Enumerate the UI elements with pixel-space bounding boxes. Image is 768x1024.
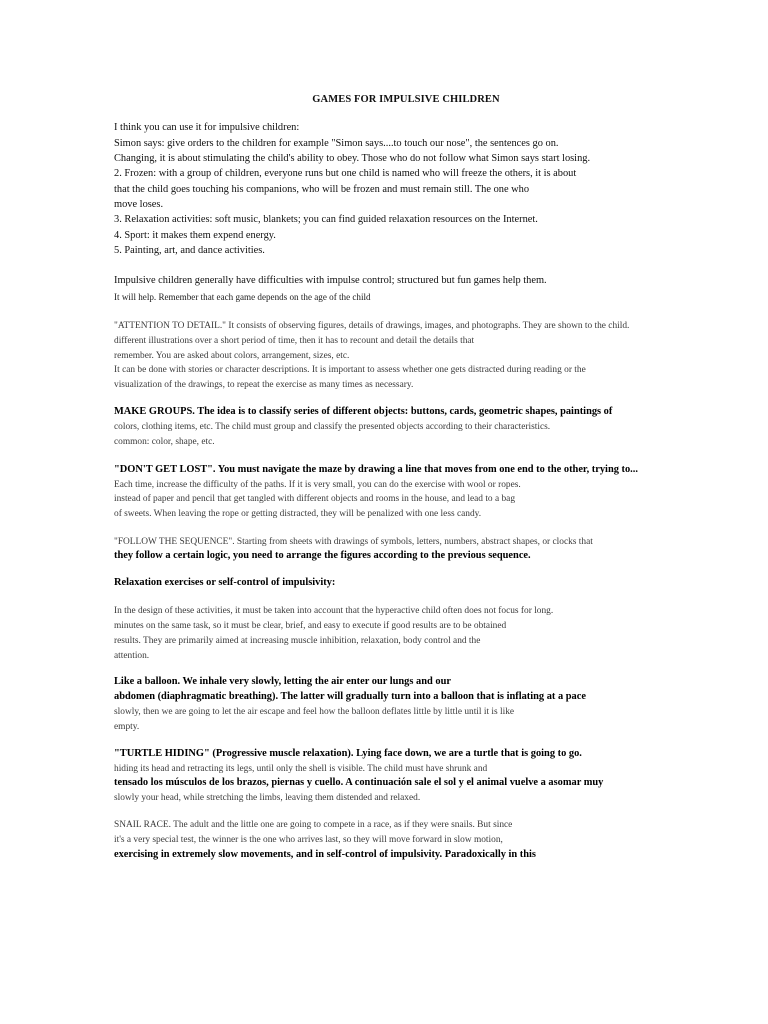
text-line: slowly, then we are going to let the air escape and feel how the balloon deflates little by little until it is like [114, 707, 515, 717]
text-line: It can be done with stories or character descriptions. It is important to assess whether one gets distracted during reading or the [114, 365, 586, 375]
text-line: I think you can use it for impulsive children: [114, 122, 300, 133]
text-line: remember. You are asked about colors, arrangement, sizes, etc. [114, 351, 350, 361]
text-line: attention. [114, 651, 150, 661]
text-line: Relaxation exercises or self-control of impulsivity: [114, 577, 336, 588]
text-line: "ATTENTION TO DETAIL." It consists of observing figures, details of drawings, images, and photographs. They are shown to the child. [114, 321, 630, 331]
text-line: they follow a certain logic, you need to arrange the figures according to the previous sequence. [114, 550, 531, 561]
text-line: It will help. Remember that each game depends on the age of the child [114, 292, 371, 302]
text-line: 3. Relaxation activities: soft music, blankets; you can find guided relaxation resources on the Internet. [114, 214, 538, 225]
text-line: tensado los músculos de los brazos, piernas y cuello. A continuación sale el sol y el animal vuelve a asomar muy [114, 777, 604, 788]
text-line: different illustrations over a short period of time, then it has to recount and detail the details that [114, 336, 475, 346]
text-line: exercising in extremely slow movements, and in self-control of impulsivity. Paradoxically in this [114, 849, 536, 860]
text-line: move loses. [114, 199, 164, 210]
text-line: minutes on the same task, so it must be clear, brief, and easy to execute if good results are to be obtained [114, 621, 507, 631]
text-line: "FOLLOW THE SEQUENCE". Starting from sheets with drawings of symbols, letters, numbers, abstract shapes, or clocks that [114, 537, 593, 547]
document-title: GAMES FOR IMPULSIVE CHILDREN [312, 94, 500, 105]
text-line: Changing, it is about stimulating the child's ability to obey. Those who do not follow what Simon says start losing. [114, 153, 591, 164]
text-line: that the child goes touching his companions, who will be frozen and must remain still. The one who [114, 184, 530, 195]
text-line: Simon says: give orders to the children for example "Simon says....to touch our nose", the sentences go on. [114, 138, 559, 149]
text-line: In the design of these activities, it must be taken into account that the hyperactive child often does not focus for long. [114, 606, 554, 616]
text-line: results. They are primarily aimed at increasing muscle inhibition, relaxation, body control and the [114, 636, 481, 646]
text-line: slowly your head, while stretching the limbs, leaving them distended and relaxed. [114, 793, 421, 803]
text-line: visualization of the drawings, to repeat the exercise as many times as necessary. [114, 380, 414, 390]
text-line: abdomen (diaphragmatic breathing). The latter will gradually turn into a balloon that is inflating at a pace [114, 691, 586, 702]
text-line: 4. Sport: it makes them expend energy. [114, 230, 276, 241]
text-line: Each time, increase the difficulty of the paths. If it is very small, you can do the exercise with wool or ropes. [114, 480, 521, 490]
text-line: it's a very special test, the winner is the one who arrives last, so they will move forward in slow motion, [114, 835, 503, 845]
text-line: instead of paper and pencil that get tangled with different objects and rooms in the house, and lead to a bag [114, 494, 516, 504]
text-line: hiding its head and retracting its legs, until only the shell is visible. The child must have shrunk and [114, 764, 488, 774]
text-line: empty. [114, 722, 140, 732]
text-line: "DON'T GET LOST". You must navigate the maze by drawing a line that moves from one end to the other, trying to... [114, 464, 638, 475]
text-line: Impulsive children generally have difficulties with impulse control; structured but fun games help them. [114, 275, 547, 286]
text-line: 2. Frozen: with a group of children, everyone runs but one child is named who will freeze the others, it is about [114, 168, 577, 179]
text-line: MAKE GROUPS. The idea is to classify series of different objects: buttons, cards, geometric shapes, paintings of [114, 406, 613, 417]
text-line: colors, clothing items, etc. The child must group and classify the presented objects according to their characteristics. [114, 422, 551, 432]
text-line: Like a balloon. We inhale very slowly, letting the air enter our lungs and our [114, 676, 451, 687]
text-line: of sweets. When leaving the rope or getting distracted, they will be penalized with one less candy. [114, 509, 482, 519]
text-line: common: color, shape, etc. [114, 437, 215, 447]
text-line: 5. Painting, art, and dance activities. [114, 245, 265, 256]
text-line: SNAIL RACE. The adult and the little one are going to compete in a race, as if they were snails. But since [114, 820, 513, 830]
text-line: "TURTLE HIDING" (Progressive muscle relaxation). Lying face down, we are a turtle that is going to go. [114, 748, 582, 759]
